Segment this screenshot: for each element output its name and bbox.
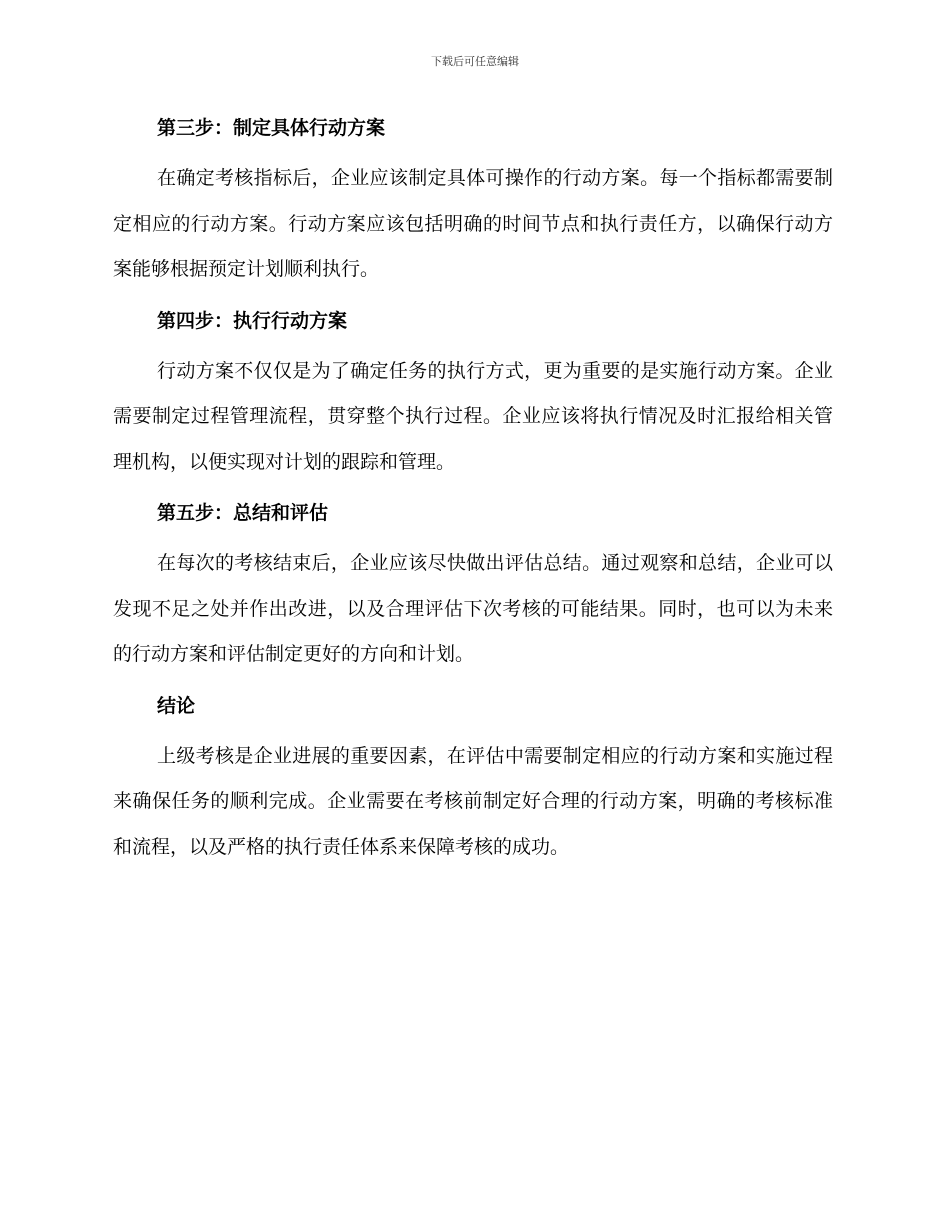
page-header: 下载后可任意编辑 bbox=[431, 55, 519, 68]
section-heading-step-three: 第三步：制定具体行动方案 bbox=[157, 117, 386, 139]
section-paragraph-conclusion: 上级考核是企业进展的重要因素，在评估中需要制定相应的行动方案和实施过程来确保任务的顺利完成。企业需要在考核前制定好合理的行动方案，明确的考核标准和流程，以及严格的执行责任体系来保障考核的成功。 bbox=[113, 744, 833, 858]
section-paragraph-step-three: 在确定考核指标后，企业应该制定具体可操作的行动方案。每一个指标都需要制定相应的行动方案。行动方案应该包括明确的时间节点和执行责任方，以确保行动方案能够根据预定计划顺利执行。 bbox=[113, 167, 833, 280]
section-heading-conclusion: 结论 bbox=[157, 694, 196, 717]
section-heading-step-four: 第四步：执行行动方案 bbox=[157, 309, 348, 332]
section-heading-step-five: 第五步：总结和评估 bbox=[157, 502, 329, 524]
section-paragraph-step-five: 在每次的考核结束后，企业应该尽快做出评估总结。通过观察和总结，企业可以发现不足之处并作出改进，以及合理评估下次考核的可能结果。同时，也可以为未来的行动方案和评估制定更好的方向和计划。 bbox=[113, 552, 833, 665]
section-paragraph-step-four: 行动方案不仅仅是为了确定任务的执行方式，更为重要的是实施行动方案。企业需要制定过程管理流程，贯穿整个执行过程。企业应该将执行情况及时汇报给相关管理机构，以便实现对计划的跟踪和管理。 bbox=[113, 359, 833, 473]
document-body bbox=[113, 108, 833, 878]
